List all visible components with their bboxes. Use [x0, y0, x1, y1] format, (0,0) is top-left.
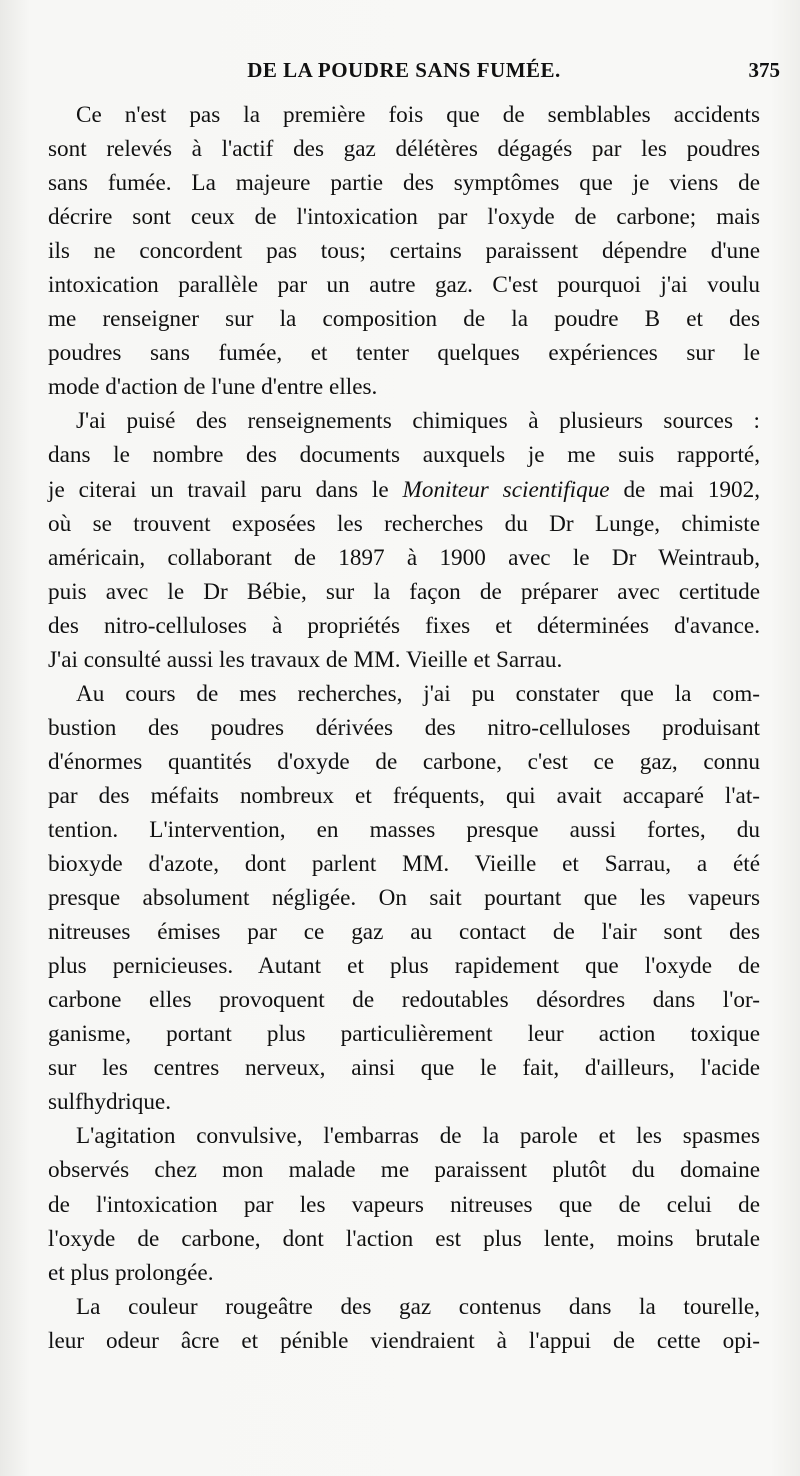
paragraph: [48, 677, 760, 1120]
text-line: intoxication parallèle par un autre gaz. C'est pourquoi j'ai voulu: [48, 272, 760, 299]
text-line: américain, collaborant de 1897 à 1900 avec le Dr Weintraub,: [48, 544, 760, 571]
text-line: sulfhydrique.: [48, 1089, 172, 1116]
text-line: J'ai consulté aussi les travaux de MM. Vieille et Sarrau.: [48, 646, 563, 673]
text-line: tention. L'intervention, en masses presque aussi fortes, du: [48, 816, 760, 843]
text-line: La couleur rougeâtre des gaz contenus dans la tourelle,: [76, 1293, 760, 1320]
text-line: mode d'action de l'une d'entre elles.: [48, 374, 378, 401]
journal-title: Moniteur scientifique: [402, 476, 610, 503]
text-line: leur odeur âcre et pénible viendraient à l'appui de cette opi-: [48, 1327, 760, 1354]
text-line-with-title: [48, 473, 760, 507]
text-line: L'agitation convulsive, l'embarras de la parole et les spasmes: [76, 1123, 760, 1150]
body-text: [48, 98, 760, 1358]
text-line: carbone elles provoquent de redoutables désordres dans l'or-: [48, 987, 760, 1014]
text-fragment: de mai 1902,: [623, 476, 760, 503]
text-line: ils ne concordent pas tous; certains paraissent dépendre d'une: [48, 238, 760, 265]
text-line: nitreuses émises par ce gaz au contact de l'air sont des: [48, 919, 760, 946]
text-line: l'oxyde de carbone, dont l'action est plus lente, moins brutale: [48, 1225, 760, 1252]
paragraph: [48, 1290, 760, 1358]
text-line: par des méfaits nombreux et fréquents, qui avait accaparé l'at-: [48, 782, 760, 809]
text-line: bioxyde d'azote, dont parlent MM. Vieille et Sarrau, a été: [48, 851, 760, 878]
text-line: bustion des poudres dérivées des nitro-celluloses produisant: [48, 714, 760, 741]
text-line: plus pernicieuses. Autant et plus rapidement que l'oxyde de: [48, 953, 760, 980]
text-line: puis avec le Dr Bébie, sur la façon de préparer avec certitude: [48, 578, 760, 605]
text-line: de l'intoxication par les vapeurs nitreuses que de celui de: [48, 1191, 760, 1218]
text-line: sont relevés à l'actif des gaz délétères dégagés par les poudres: [48, 136, 760, 163]
text-line: J'ai puisé des renseignements chimiques à plusieurs sources :: [76, 408, 760, 435]
text-line: Ce n'est pas la première fois que de semblables accidents: [76, 102, 760, 128]
page-number: 375: [748, 58, 780, 82]
page-header: [48, 58, 780, 88]
running-head: DE LA POUDRE SANS FUMÉE.: [247, 58, 561, 82]
text-line: ganisme, portant plus particulièrement leur action toxique: [48, 1021, 760, 1048]
paragraph: [48, 98, 760, 404]
text-line: et plus prolongée.: [48, 1259, 214, 1286]
text-line: des nitro-celluloses à propriétés fixes et déterminées d'avance.: [48, 612, 760, 639]
text-line: où se trouvent exposées les recherches du Dr Lunge, chimiste: [48, 510, 760, 537]
text-line: dans le nombre des documents auxquels je me suis rapporté,: [48, 442, 760, 469]
text-line: Au cours de mes recherches, j'ai pu constater que la com-: [76, 680, 760, 707]
text-line: observés chez mon malade me paraissent plutôt du domaine: [48, 1157, 760, 1184]
text-line: sans fumée. La majeure partie des symptômes que je viens de: [48, 170, 760, 197]
text-line: poudres sans fumée, et tenter quelques expériences sur le: [48, 340, 760, 367]
text-fragment: je citerai un travail paru dans le: [48, 476, 389, 503]
text-line: d'énormes quantités d'oxyde de carbone, c'est ce gaz, connu: [48, 748, 760, 775]
text-line: décrire sont ceux de l'intoxication par l'oxyde de carbone; mais: [48, 204, 760, 231]
text-line: me renseigner sur la composition de la poudre B et des: [48, 306, 760, 333]
text-line: sur les centres nerveux, ainsi que le fait, d'ailleurs, l'acide: [48, 1055, 760, 1082]
text-line: presque absolument négligée. On sait pourtant que les vapeurs: [48, 885, 760, 912]
paragraph: [48, 1119, 760, 1289]
paragraph: [48, 404, 760, 676]
